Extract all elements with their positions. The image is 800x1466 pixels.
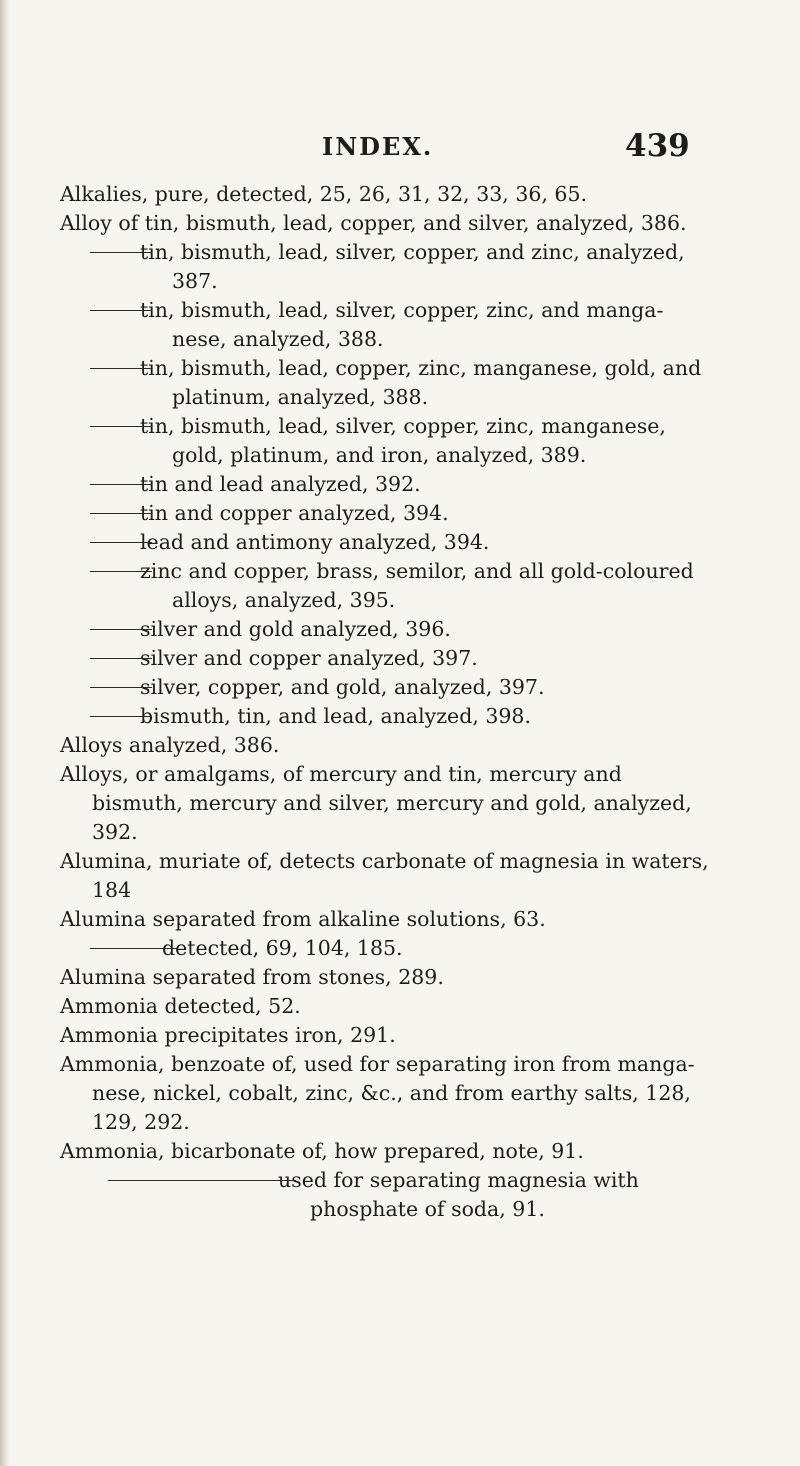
index-subentry: [60, 238, 710, 296]
index-subentry-text: tin, bismuth, lead, silver, copper, and zinc, analyzed, 387.: [140, 240, 685, 293]
index-subentry-text: used for separating magnesia with phosphate of soda, 91.: [278, 1168, 639, 1221]
index-subentry-text: tin, bismuth, lead, copper, zinc, manganese, gold, and platinum, analyzed, 388.: [140, 356, 702, 409]
page-number: 439: [625, 128, 690, 164]
header-title: INDEX.: [322, 132, 434, 161]
index-subentry-text: silver and copper analyzed, 397.: [140, 646, 478, 670]
ditto-dash: [90, 948, 178, 949]
ditto-dash: [90, 571, 152, 572]
index-entry: Alloy of tin, bismuth, lead, copper, and silver, analyzed, 386.: [60, 211, 687, 235]
index-subentry-text: bismuth, tin, and lead, analyzed, 398.: [140, 704, 531, 728]
index-subentry: [60, 702, 710, 731]
index-subentry-text: silver, copper, and gold, analyzed, 397.: [140, 675, 545, 699]
index-entry: Ammonia, bicarbonate of, how prepared, note, 91.: [60, 1139, 584, 1163]
index-subentry: [60, 557, 710, 615]
index-entry: Ammonia precipitates iron, 291.: [60, 1023, 396, 1047]
ditto-dash: [90, 310, 152, 311]
page-gutter-shadow: [0, 0, 10, 1466]
index-entry: Ammonia, benzoate of, used for separating iron from manga- nese, nickel, cobalt, zinc, &c., and from earthy salts, 128, 129, 292.: [60, 1052, 695, 1134]
index-entry: Alloys, or amalgams, of mercury and tin, mercury and bismuth, mercury and silver, mercury and gold, analyzed, 392.: [60, 762, 692, 844]
index-entries: [60, 180, 710, 1224]
ditto-dash: [108, 1180, 296, 1181]
index-subentry-text: zinc and copper, brass, semilor, and all gold-coloured alloys, analyzed, 395.: [140, 559, 694, 612]
index-subentry: [60, 412, 710, 470]
index-subentry-text: tin, bismuth, lead, silver, copper, zinc, manganese, gold, platinum, and iron, analyzed, 389.: [140, 414, 666, 467]
ditto-dash: [90, 658, 152, 659]
index-subentry: [60, 1166, 710, 1224]
ditto-dash: [90, 368, 152, 369]
index-subentry-text: tin and copper analyzed, 394.: [140, 501, 449, 525]
ditto-dash: [90, 426, 152, 427]
index-subentry: [60, 499, 710, 528]
ditto-dash: [90, 687, 152, 688]
index-subentry-text: tin, bismuth, lead, silver, copper, zinc, and manga- nese, analyzed, 388.: [140, 298, 664, 351]
index-entry: Alumina, muriate of, detects carbonate of magnesia in waters, 184: [60, 849, 709, 902]
index-subentry-text: lead and antimony analyzed, 394.: [140, 530, 490, 554]
index-entry: Alloys analyzed, 386.: [60, 733, 280, 757]
index-subentry: [60, 673, 710, 702]
index-entry: Alkalies, pure, detected, 25, 26, 31, 32, 33, 36, 65.: [60, 182, 588, 206]
index-subentry: [60, 354, 710, 412]
index-subentry: [60, 470, 710, 499]
index-subentry: [60, 296, 710, 354]
index-subentry-text: silver and gold analyzed, 396.: [140, 617, 451, 641]
ditto-dash: [90, 513, 152, 514]
ditto-dash: [90, 484, 152, 485]
ditto-dash: [90, 252, 152, 253]
page-header: [0, 128, 800, 168]
index-subentry: [60, 934, 710, 963]
index-subentry-text: tin and lead analyzed, 392.: [140, 472, 421, 496]
index-subentry-text: detected, 69, 104, 185.: [162, 936, 403, 960]
index-entry: Alumina separated from alkaline solutions, 63.: [60, 907, 546, 931]
ditto-dash: [90, 716, 152, 717]
index-subentry: [60, 615, 710, 644]
ditto-dash: [90, 542, 152, 543]
ditto-dash: [90, 629, 152, 630]
index-entry: Ammonia detected, 52.: [60, 994, 301, 1018]
index-subentry: [60, 528, 710, 557]
index-entry: Alumina separated from stones, 289.: [60, 965, 444, 989]
index-subentry: [60, 644, 710, 673]
